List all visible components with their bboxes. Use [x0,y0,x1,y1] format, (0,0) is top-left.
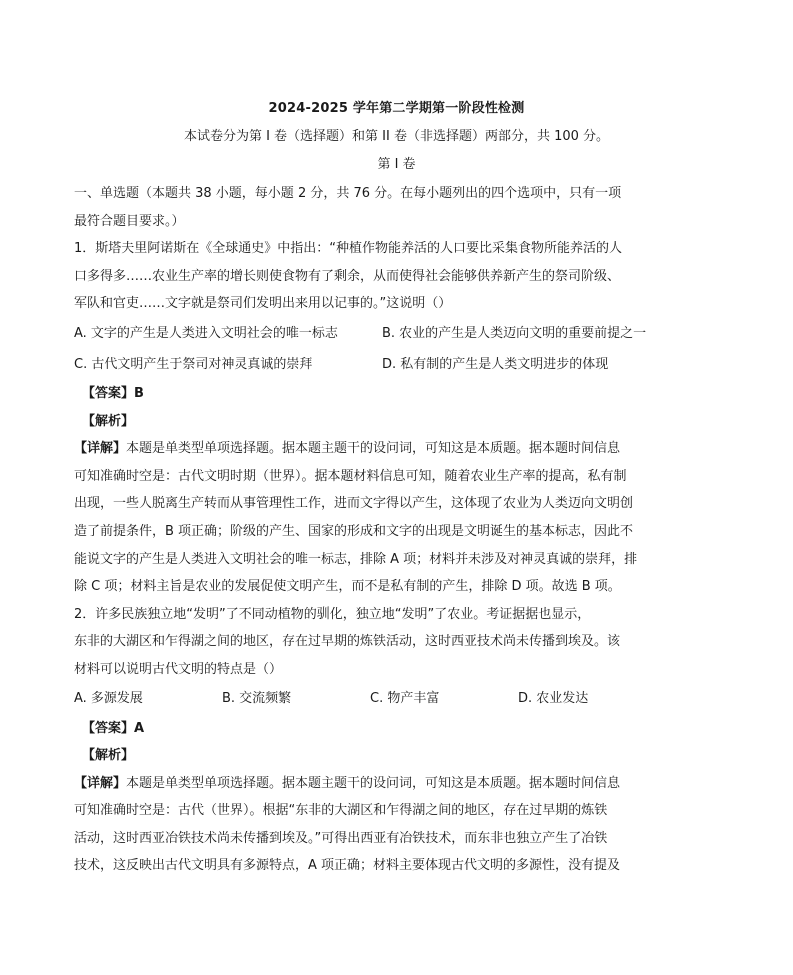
question-2-detail-line: 可知准确时空是：古代（世界）。根据“东非的大湖区和乍得湖之间的地区，存在过早期的炼铁 [74,803,608,819]
detail-text: 本题是单类型单项选择题。据本题主题干的设问词，可知这是本质题。据本题时间信息 [126,775,621,791]
option-a: A. 文字的产生是人类进入文明社会的唯一标志 [74,325,338,341]
question-2-stem-line: 2．许多民族独立地“发明”了不同动植物的驯化，独立地“发明”了农业。考证据据也显示， [74,606,591,622]
detail-label: 【详解】 [74,441,127,457]
option-b: B. 农业的产生是人类迈向文明的重要前提之一 [382,325,647,341]
section-heading-line: 一、单选题（本题共 38 小题，每小题 2 分，共 76 分。在每小题列出的四个选项中，只有一项 [74,186,622,201]
volume-heading: 第 I 卷 [377,157,416,172]
question-1-detail-line: 出现，一些人脱离生产转而从事管理性工作，进而文字得以产生，这体现了农业为人类迈向文明创 [74,496,634,512]
exam-subtitle: 本试卷分为第 I 卷（选择题）和第 II 卷（非选择题）两部分，共 100 分。 [183,129,610,144]
option-d: D. 农业发达 [518,691,589,707]
option-d: D. 私有制的产生是人类文明进步的体现 [382,356,609,372]
question-1-detail-line: 造了前提条件，B 项正确；阶级的产生、国家的形成和文字的出现是文明诞生的基本标志，因此不 [74,523,634,539]
option-a: A. 多源发展 [74,691,143,707]
question-2-detail-line: 活动，这时西亚冶铁技术尚未传播到埃及。”可得出西亚有冶铁技术，而东非也独立产生了冶铁 [74,830,608,846]
question-2-detail-line [74,770,696,798]
question-1-options-row [74,318,696,349]
option-c: C. 古代文明产生于祭司对神灵真诚的崇拜 [74,356,313,372]
exam-body [74,180,696,880]
question-1-stem-line: 1．斯塔夫里阿诺斯在《全球通史》中指出：“种植作物能养活的人口要比采集食物所能养活的人 [74,241,623,257]
question-1-detail-line [74,435,696,463]
section-heading-line: 最符合题目要求。） [74,213,185,229]
option-c: C. 物产丰富 [370,691,440,707]
detail-label: 【详解】 [74,775,127,791]
answer-label: 【答案】 [82,385,135,401]
answer-value: B [134,385,144,401]
question-2-stem-line: 材料可以说明古代文明的特点是（） [74,661,283,677]
answer-value: A [134,720,145,736]
question-2-stem-line: 东非的大湖区和乍得湖之间的地区，存在过早期的炼铁活动，这时西亚技术尚未传播到埃及。该 [74,634,621,650]
question-1-detail-line: 可知准确时空是：古代文明时期（世界）。据本题材料信息可知，随着农业生产率的提高，私有制 [74,468,627,484]
question-1-detail-line: 除 C 项；材料主旨是农业的发展促使文明产生，而不是私有制的产生，排除 D 项。故选 B 项。 [74,579,621,595]
question-1-detail-line: 能说文字的产生是人类进入文明社会的唯一标志，排除 A 项；材料并未涉及对神灵真诚的崇拜，排 [74,551,638,567]
question-2-analysis-label [74,742,696,770]
answer-label: 【答案】 [82,720,135,736]
exam-title: 2024-2025 学年第二学期第一阶段性检测 [268,101,525,116]
question-1-stem-line: 军队和官吏……文字就是祭司们发明出来用以记事的。”这说明（） [74,296,452,312]
question-1-stem-line: 口多得多……农业生产率的增长则使食物有了剩余，从而使得社会能够供养新产生的祭司阶级、 [74,268,621,284]
question-1-answer [74,380,696,408]
detail-text: 本题是单类型单项选择题。据本题主题干的设问词，可知这是本质题。据本题时间信息 [126,441,621,457]
option-b: B. 交流频繁 [222,691,292,707]
question-2-detail-line: 技术，这反映出古代文明具有多源特点，A 项正确；材料主要体现古代文明的多源性，没有提及 [74,858,621,874]
analysis-label: 【解析】 [82,748,135,764]
question-2-options-row [74,684,696,715]
question-1-options-row [74,349,696,380]
analysis-label: 【解析】 [82,413,135,429]
question-2-answer [74,715,696,743]
question-1-analysis-label [74,408,696,436]
